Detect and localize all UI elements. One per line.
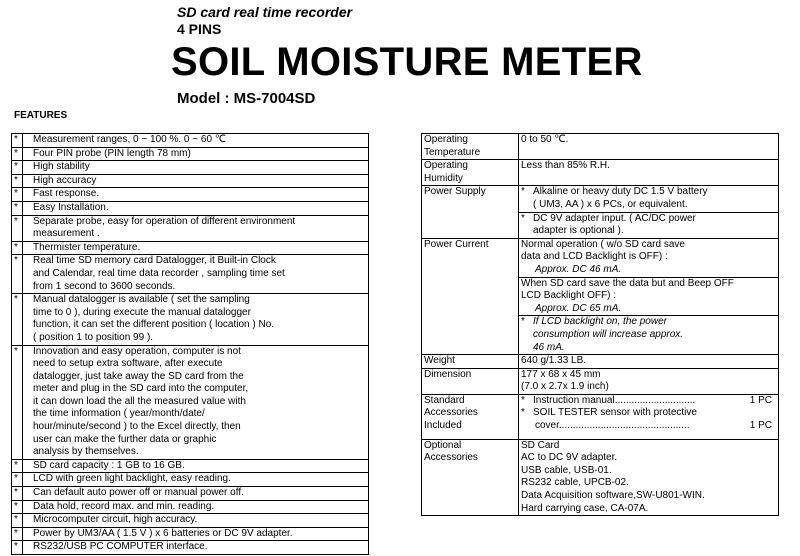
power-current-sd-value: Approx. DC 65 mA. xyxy=(535,302,622,314)
page-title: SOIL MOISTURE METER xyxy=(171,40,643,84)
power-current-normal-value: Approx. DC 46 mA. xyxy=(535,263,622,275)
spec-row-power-current xyxy=(422,238,779,354)
bullet-star: * xyxy=(521,394,525,406)
feature-row xyxy=(12,134,369,148)
power-supply-item xyxy=(519,212,778,238)
spec-label: Operating Humidity xyxy=(422,160,519,186)
spec-row-weight xyxy=(422,355,779,369)
power-current-sd: When SD card save the data but and Beep OFF LCD Backlight OFF) : xyxy=(521,277,734,302)
power-current-backlight-block xyxy=(519,315,778,354)
feature-row xyxy=(12,201,369,215)
feature-text: Thermister temperature. xyxy=(23,241,369,255)
feature-text: Real time SD memory card Datalogger, it Built-in Clock and Calendar, real time data recorder , sampling time set from 1 second to 3600 seconds. xyxy=(23,255,369,294)
bullet-star: * xyxy=(12,473,23,487)
bullet-star: * xyxy=(12,345,23,459)
power-supply-battery: Alkaline or heavy duty DC 1.5 V battery ( UM3, AA ) x 6 PCs, or equivalent. xyxy=(533,186,708,210)
feature-text: High accuracy xyxy=(23,174,369,188)
feature-text: Fast response. xyxy=(23,188,369,202)
spec-label: Operating Temperature xyxy=(422,134,519,160)
power-supply-adapter: DC 9V adapter input. ( AC/DC power adapter is optional ). xyxy=(533,212,696,237)
feature-row xyxy=(12,514,369,528)
spec-label: Optional Accessories xyxy=(422,439,519,516)
subtitle: SD card real time recorder xyxy=(177,4,353,20)
bullet-star: * xyxy=(12,215,23,241)
bullet-star: * xyxy=(12,514,23,528)
spec-row-operating-humidity xyxy=(422,160,779,186)
spec-row-standard-accessories xyxy=(422,394,779,439)
bullet-star: * xyxy=(521,186,525,198)
bullet-star: * xyxy=(12,241,23,255)
bullet-star: * xyxy=(521,407,525,419)
bullet-star: * xyxy=(12,294,23,345)
specs-table xyxy=(421,133,779,516)
bullet-star: * xyxy=(12,147,23,161)
power-current-normal: Normal operation ( w/o SD card save data and LCD Backlight is OFF) : xyxy=(521,238,685,263)
feature-text: Measurement ranges, 0 ~ 100 %. 0 ~ 60 ℃ xyxy=(23,134,369,148)
power-current-sd-block xyxy=(519,277,778,316)
feature-row xyxy=(12,188,369,202)
feature-row xyxy=(12,500,369,514)
feature-row xyxy=(12,147,369,161)
bullet-star: * xyxy=(12,201,23,215)
spec-value xyxy=(519,394,779,439)
std-accessory-row xyxy=(521,420,776,433)
spec-row-dimension xyxy=(422,368,779,394)
spec-value: SD Card AC to DC 9V adapter. USB cable, USB-01. RS232 cable, UPCB-02. Data Acquisition software,SW-U801-WIN. Hard carrying case, CA-07A. xyxy=(519,439,779,516)
power-supply-item xyxy=(521,186,776,211)
model-label: Model : MS-7004SD xyxy=(177,90,316,107)
bullet-star: * xyxy=(12,188,23,202)
feature-row xyxy=(12,541,369,555)
bullet-star: * xyxy=(12,174,23,188)
std-accessory-row xyxy=(533,395,776,408)
feature-row xyxy=(12,487,369,501)
power-current-backlight-text xyxy=(533,316,683,354)
bullet-star: * xyxy=(521,316,525,328)
feature-text: Can default auto power off or manual power off. xyxy=(23,487,369,501)
bullet-star: * xyxy=(12,459,23,473)
std-accessory-item xyxy=(521,407,776,420)
spec-label: Standard Accessories Included xyxy=(422,394,519,439)
feature-row xyxy=(12,294,369,345)
features-table xyxy=(11,133,369,555)
features-heading: FEATURES xyxy=(14,110,68,121)
std-accessory-sensor: SOIL TESTER sensor with protective xyxy=(533,407,697,419)
feature-text: LCD with green light backlight, easy reading. xyxy=(23,473,369,487)
std-accessory-sensor-cont: cover............................................... xyxy=(535,420,690,432)
std-accessory-manual: Instruction manual............................. xyxy=(533,394,696,406)
bullet-star: * xyxy=(12,500,23,514)
feature-text: Easy Installation. xyxy=(23,201,369,215)
bullet-star: * xyxy=(12,161,23,175)
features-body xyxy=(12,134,369,555)
spec-value xyxy=(519,186,779,238)
feature-row xyxy=(12,161,369,175)
spec-row-optional-accessories xyxy=(422,439,779,516)
spec-value: 177 x 68 x 45 mm (7.0 x 2.7x 1.9 inch) xyxy=(519,368,779,394)
feature-text: Microcomputer circuit, high accuracy. xyxy=(23,514,369,528)
spec-label: Power Supply xyxy=(422,186,519,238)
feature-text: Innovation and easy operation, computer is not need to setup extra software, after execute datalogger, just take away the SD card from the meter and plug in the SD card into the computer, it can down load the all the measured value with the time information ( year/month/date/ hour/minute/second ) to the Excel directly, then user can make the further data or graphic analysis by themselves. xyxy=(23,345,369,459)
feature-row xyxy=(12,527,369,541)
std-accessory-sensor-qty: 1 PC xyxy=(749,420,772,432)
spec-label: Power Current xyxy=(422,238,519,354)
bullet-star: * xyxy=(12,487,23,501)
pins-label: 4 PINS xyxy=(177,21,222,37)
spec-row-operating-temperature xyxy=(422,134,779,160)
feature-text: Four PIN probe (PIN length 78 mm) xyxy=(23,147,369,161)
feature-row xyxy=(12,215,369,241)
spacer xyxy=(521,433,776,439)
power-current-backlight: If LCD backlight on, the power consumption will increase approx. xyxy=(533,316,684,340)
spec-value xyxy=(519,238,779,354)
feature-text: High stability xyxy=(23,161,369,175)
power-current-backlight-value: 46 mA. xyxy=(533,341,565,353)
std-accessory-manual-qty: 1 PC xyxy=(749,394,772,406)
bullet-star: * xyxy=(521,212,525,224)
feature-row xyxy=(12,473,369,487)
feature-text: Power by UM3/AA ( 1.5 V ) x 6 batteries or DC 9V adapter. xyxy=(23,527,369,541)
spec-value: 0 to 50 ℃. xyxy=(519,134,779,160)
spec-label: Weight xyxy=(422,355,519,369)
feature-text: Data hold, record max. and min. reading. xyxy=(23,500,369,514)
feature-row xyxy=(12,345,369,459)
feature-row xyxy=(12,255,369,294)
feature-row xyxy=(12,174,369,188)
spec-value: 640 g/1.33 LB. xyxy=(519,355,779,369)
feature-text: Manual datalogger is available ( set the sampling time to 0 ), during execute the manual datalogger function, it can set the different position ( location ) No. ( position 1 to position 99 ). xyxy=(23,294,369,345)
feature-row xyxy=(12,241,369,255)
feature-text: Separate probe, easy for operation of different environment measurement . xyxy=(23,215,369,241)
bullet-star: * xyxy=(12,541,23,555)
bullet-star: * xyxy=(12,134,23,148)
spec-row-power-supply xyxy=(422,186,779,238)
feature-text: SD card capacity : 1 GB to 16 GB. xyxy=(23,459,369,473)
spec-label: Dimension xyxy=(422,368,519,394)
std-accessory-item xyxy=(521,395,776,408)
bullet-star: * xyxy=(12,527,23,541)
feature-text: RS232/USB PC COMPUTER interface. xyxy=(23,541,369,555)
spec-value: Less than 85% R.H. xyxy=(519,160,779,186)
bullet-star: * xyxy=(12,255,23,294)
feature-row xyxy=(12,459,369,473)
